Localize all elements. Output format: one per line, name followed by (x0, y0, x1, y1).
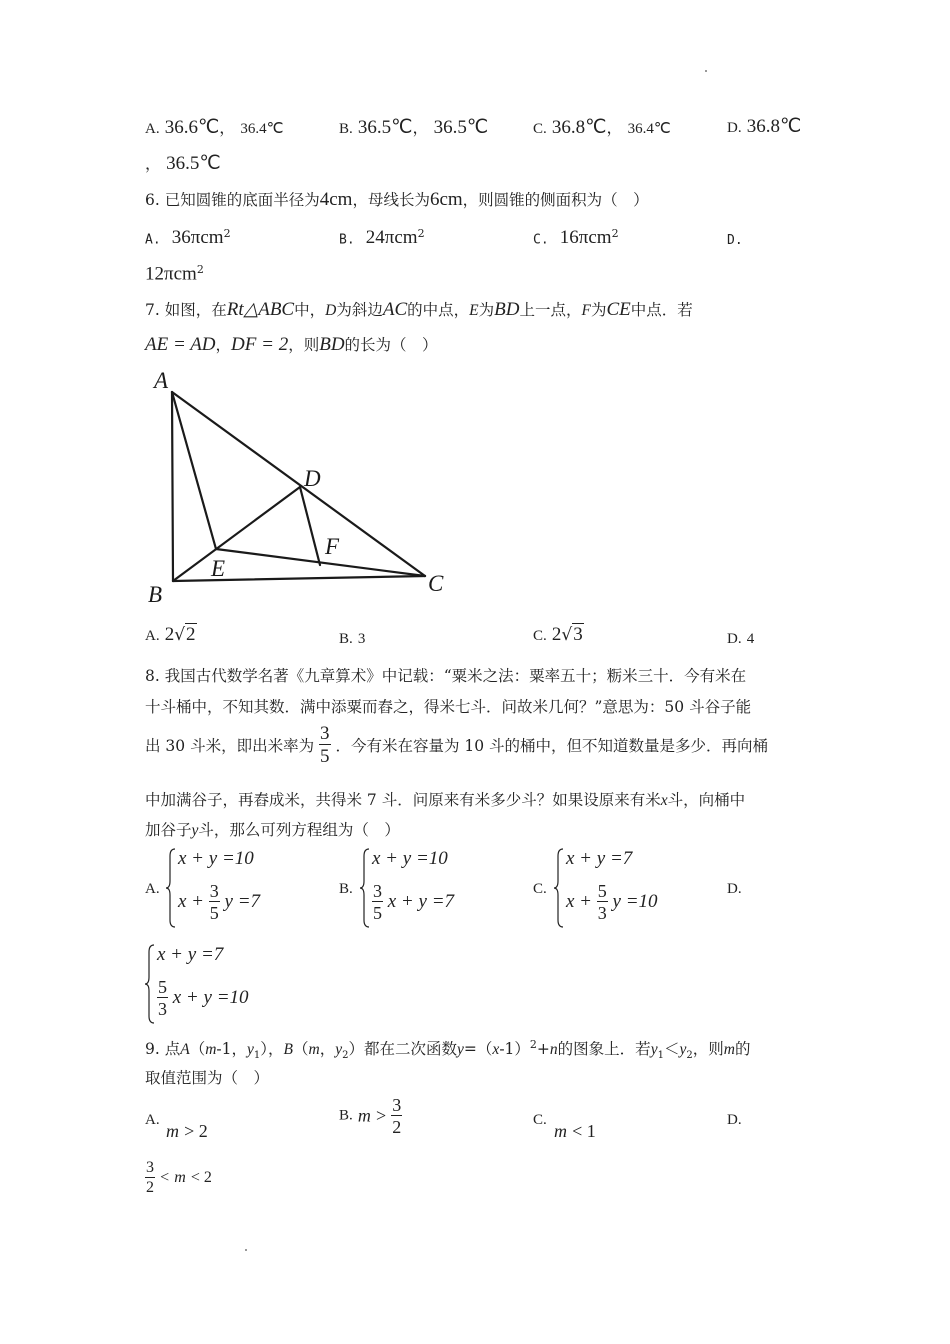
left-brace (166, 848, 176, 928)
q9-option-b[interactable]: B. m > $\frac{3}{2}$ (339, 1095, 402, 1137)
equation-row-2: $\frac{3}{5}$ x + y =7 (373, 881, 455, 923)
q8-option-d-label[interactable]: D. (727, 881, 742, 897)
page-mark-dot-bottom (245, 1249, 247, 1251)
q8-stem-line2: 十斗桶中，不知其数．满中添粟而舂之，得米七斗．问故米几何？”意思为：50 斗谷子能 (145, 698, 752, 716)
q6-option-d-value: 12πcm$^2$ (145, 263, 204, 285)
q9-stem-line1: 9. 点A（m-1，$y_1$），B（m，$y_2$）都在二次函数$y=(x-1)^2+n$的图象上．若$y_1<y_2$，则m的 (145, 1037, 751, 1062)
q6-option-c[interactable]: C. 16πcm$^2$ (533, 227, 619, 249)
q8-stem-line5: 加谷子y斗，那么可列方程组为（ ） (145, 821, 400, 839)
equation-row-1: x + y =7 (566, 848, 633, 869)
q7-triangle-figure (145, 368, 455, 608)
q8-stem-line4: 中加满谷子，再舂成米，共得米 7 斗．问原来有米多少斗？如果设原来有米x斗，向桶中 (145, 791, 746, 809)
q8-rate-fraction: $\frac{3}{5}$ (320, 723, 330, 767)
q6-option-a[interactable]: A. 36πcm$^2$ (145, 227, 231, 249)
segment-ab (172, 392, 173, 581)
q7-option-b[interactable]: B. 3 (339, 631, 366, 647)
sqrt-sign: √ (174, 625, 186, 645)
equation-row-1: x + y =7 (157, 944, 224, 965)
left-brace (554, 848, 564, 928)
q8-option-b-system[interactable] (360, 848, 520, 928)
q8-stem-line1: 8. 我国古代数学名著《九章算术》中记载：“粟米之法：粟率五十；粝米三十．今有米在 (145, 667, 747, 685)
left-brace (360, 848, 370, 928)
q9-option-d-label[interactable]: D. (727, 1112, 742, 1128)
q5-option-d[interactable]: D. 36.8℃ (727, 116, 802, 137)
equation-row-2: $\frac{5}{3}$ x + y =10 (158, 977, 249, 1019)
q8-option-b-label[interactable]: B. (339, 881, 353, 897)
q9-option-a-label[interactable]: A. (145, 1112, 160, 1128)
q5-option-d-continued: ， 36.5℃ (145, 153, 221, 174)
q6-option-d[interactable]: D. (727, 233, 743, 248)
q9-option-d-expr: $\frac{3}{2}$ < m < 2 (146, 1159, 212, 1196)
equation-row-2: x + $\frac{5}{3}$ y =10 (566, 881, 658, 923)
vertex-label-f: F (325, 534, 340, 559)
q6-stem: 6. 已知圆锥的底面半径为4cm，母线长为6cm，则圆锥的侧面积为（ ） (145, 189, 649, 210)
segment-ac (172, 392, 425, 576)
q8-stem-line3: 出 30 斗米，即出米率为 $\frac{3}{5}$ ．今有米在容量为 10 斗的桶中，但不知道数量是多少．再向桶 (145, 723, 769, 767)
segment-bd (173, 487, 300, 581)
vertex-label-b: B (148, 582, 163, 607)
q8-option-a-system[interactable] (166, 848, 326, 928)
vertex-label-d: D (304, 466, 321, 491)
equation-row-1: x + y =10 (372, 848, 448, 869)
q7-option-d[interactable]: D. 4 (727, 631, 755, 647)
q9-option-a-expr: m > 2 (166, 1121, 208, 1141)
vertex-label-e: E (211, 556, 226, 581)
q8-option-c-system[interactable] (554, 848, 714, 928)
q5-option-c[interactable]: C. 36.8℃， 36.4℃ (533, 117, 671, 138)
q5-option-b[interactable]: B. 36.5℃， 36.5℃ (339, 117, 489, 138)
vertex-label-c: C (428, 571, 444, 596)
equation-row-1: x + y =10 (178, 848, 254, 869)
page-mark-dot-top (705, 70, 707, 72)
q5-option-a[interactable]: A. 36.6℃， 36.4℃ (145, 117, 284, 138)
q9-stem-line2: 取值范围为（ ） (145, 1069, 270, 1087)
segment-ae (172, 392, 216, 549)
q7-stem-line1: 7. 如图，在Rt△ABC中，D为斜边AC的中点，E为BD上一点，F为CE中点．若 (145, 299, 693, 320)
q9-option-c-expr: m < 1 (554, 1121, 596, 1141)
equation-row-2: x + $\frac{3}{5}$ y =7 (178, 881, 261, 923)
sqrt-sign: √ (561, 625, 573, 645)
vertex-label-a: A (154, 368, 169, 393)
q9-option-c-label[interactable]: C. (533, 1112, 547, 1128)
q6-option-b[interactable]: B. 24πcm$^2$ (339, 227, 425, 249)
q7-option-a[interactable]: A. 2√2 (145, 624, 196, 645)
left-brace (145, 944, 155, 1024)
q7-stem-line2: AE = AD，DF = 2，则BD的长为（ ） (145, 334, 438, 355)
q7-option-c[interactable]: C. 2√3 (533, 624, 583, 645)
q8-option-c-label[interactable]: C. (533, 881, 547, 897)
q8-option-a-label[interactable]: A. (145, 881, 160, 897)
q8-option-d-system[interactable] (145, 944, 305, 1024)
